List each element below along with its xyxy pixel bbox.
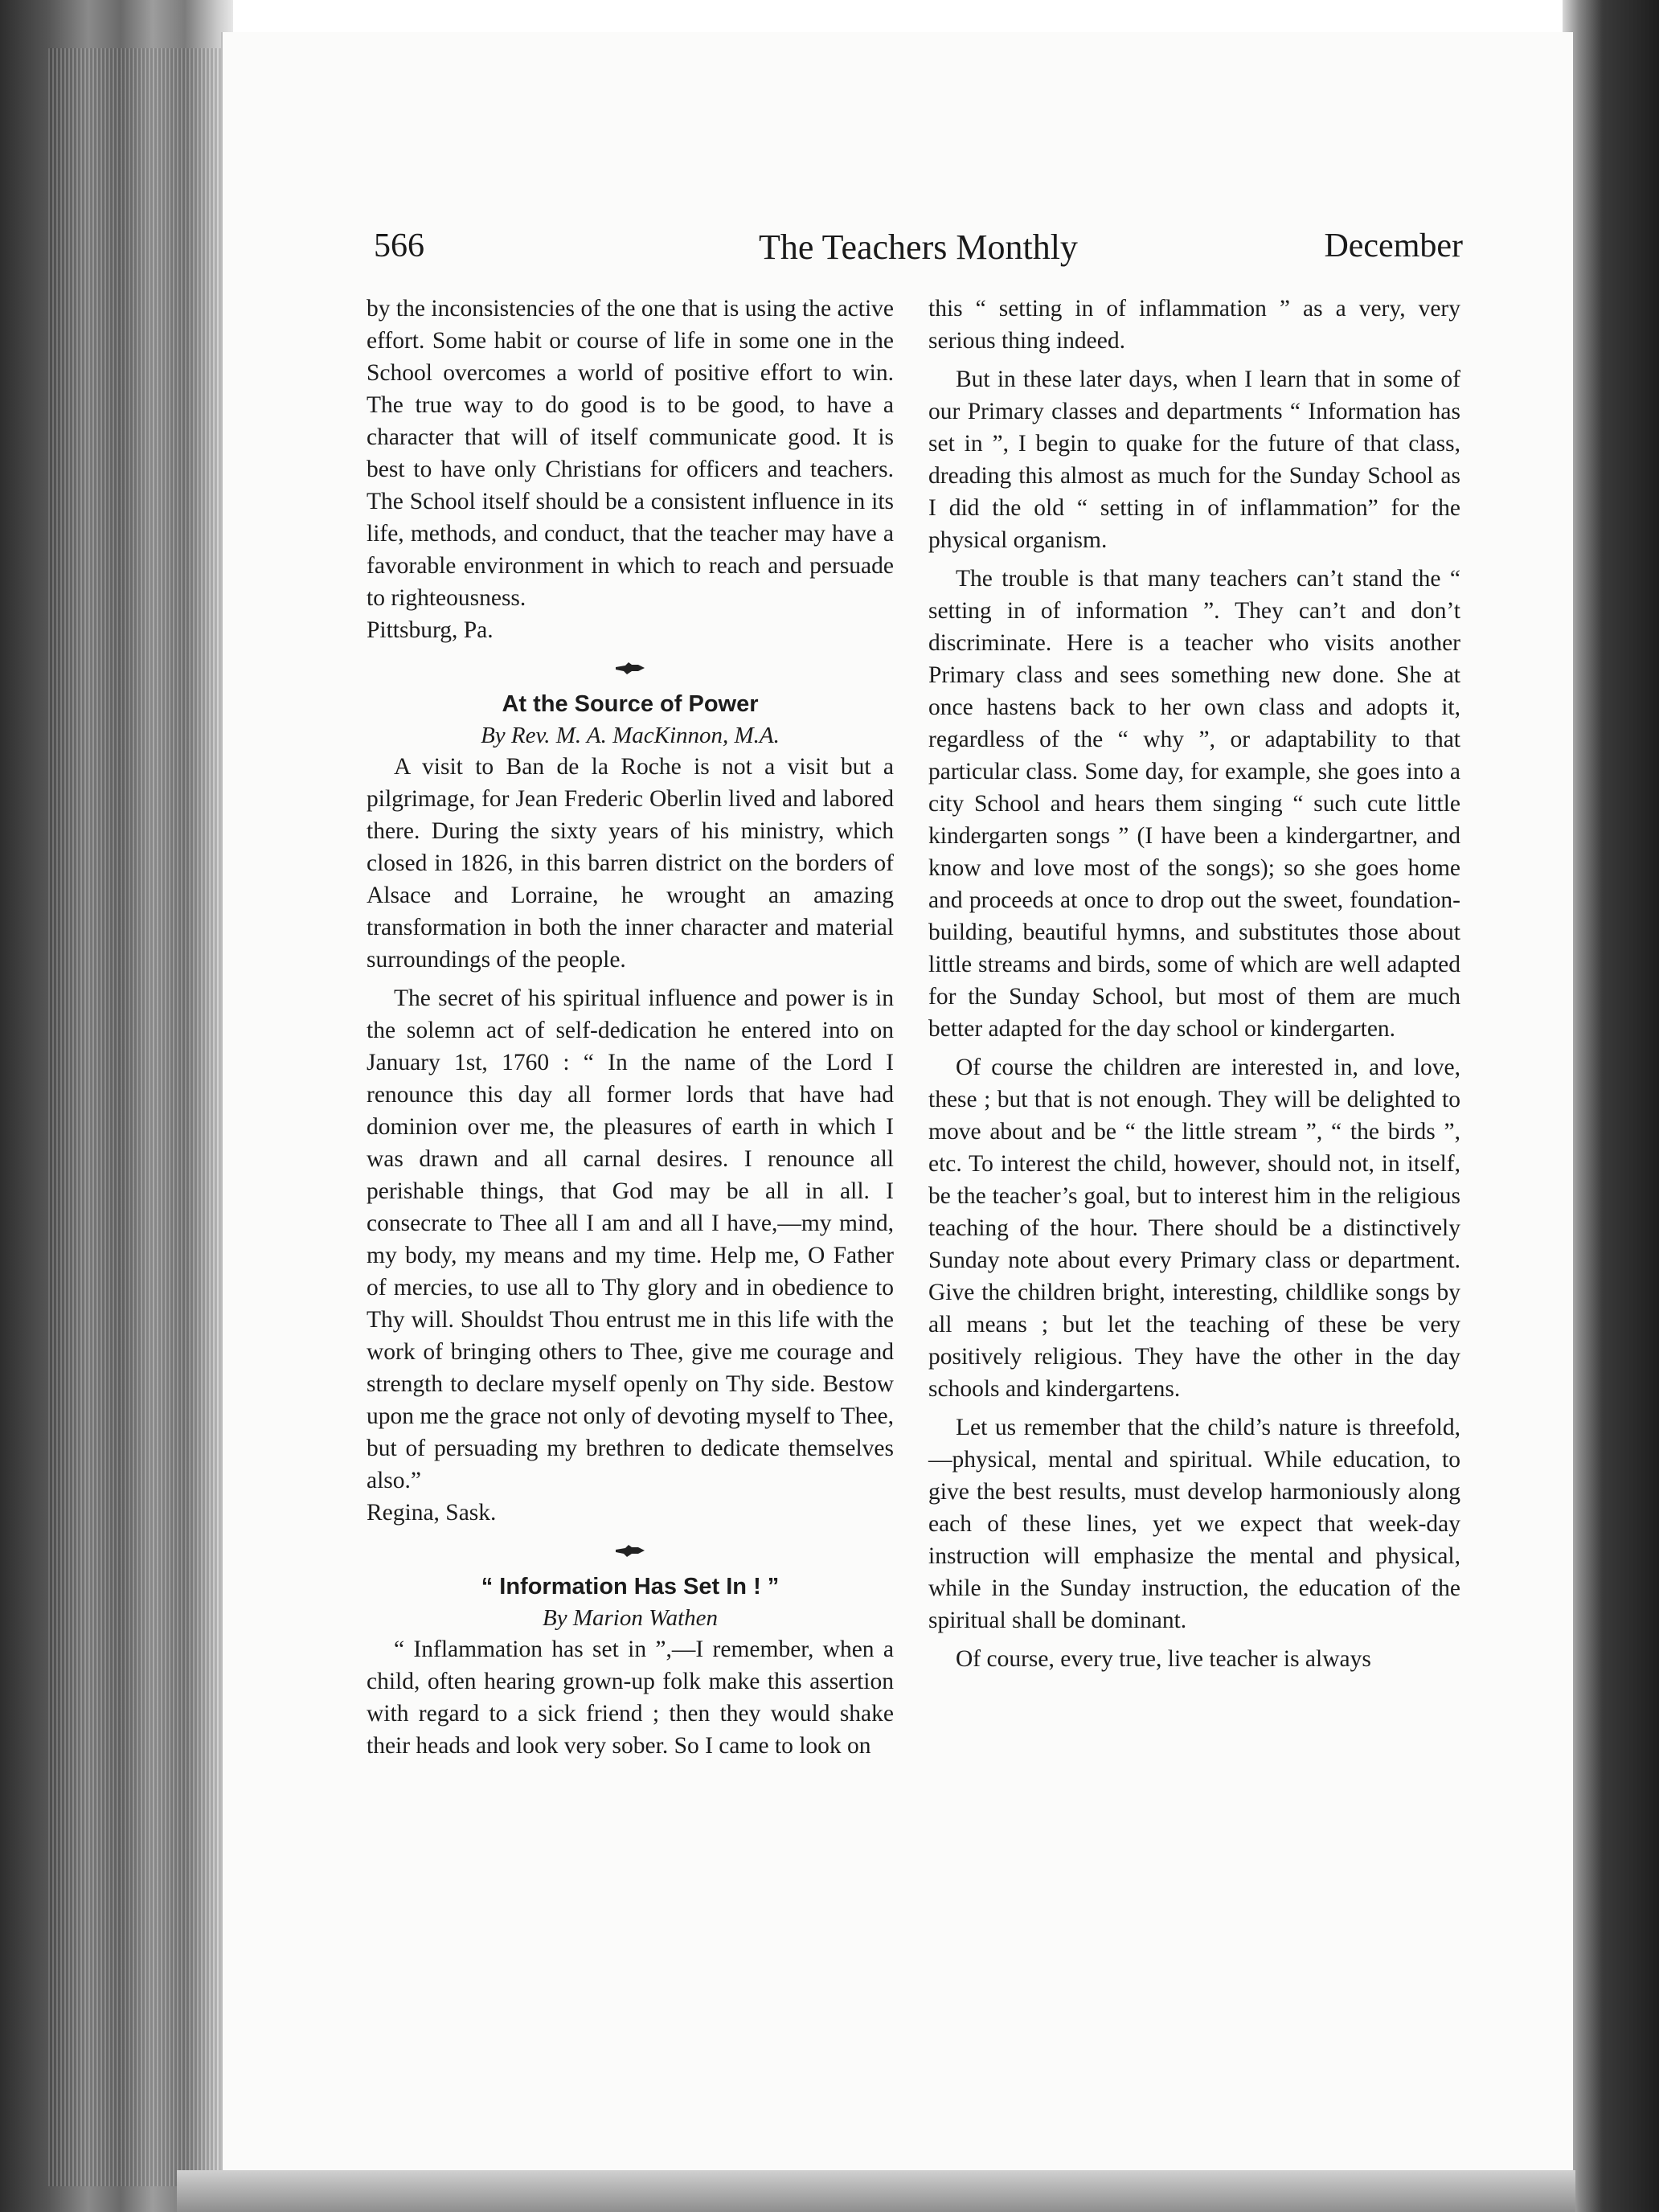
journal-title: The Teachers Monthly — [759, 227, 1078, 267]
article-paragraph: The secret of his spiritual influence and power is in the solemn act of self-dedication he entered into on January 1st, 1760 : “ In the name of the Lord I renounce this day all former lords that have had dominion over me, the pleasures of earth in which I was drawn and all carnal desires. I renounce all perishable things, that God may be all in all. I consecrate to Thee all I am and all I have,—my mind, my body, my means and my time. Help me, O Father of mercies, to use all to Thy glory and in obedience to Thy will. Shouldst Thou entrust me in this life with the work of bringing others to Thee, give me courage and strength to declare myself openly on Thy side. Bestow upon me the grace not only of devoting myself to Thee, but of persuading my brethren to dedicate themselves also.” — [367, 985, 894, 1493]
article-paragraph: this “ setting in of inflammation ” as a very, very serious thing indeed. — [928, 296, 1460, 354]
place-line: Regina, Sask. — [367, 1500, 497, 1526]
issue-month: December — [1324, 227, 1463, 264]
article-paragraph: Of course, every true, live teacher is always — [956, 1646, 1371, 1672]
article-paragraph: “ Inflammation has set in ”,—I remember, when a child, often hearing grown-up folk make this assertion with regard to a sick friend ; then they would shake their heads and look very sober. So I came to look on — [367, 1636, 894, 1759]
article-paragraph: The trouble is that many teachers can’t stand the “ setting in of information ”. They can’t and don’t discriminate. Here is a teacher who visits another Primary class and sees something new done. She at once hastens back to her own class and adopts it, regardless of the “ why ”, or adaptability to that particular class. Some day, for example, she goes into a city School and hears them singing “ such cute little kindergarten songs ” (I have been a kindergartner, and know and love most of the songs); so she goes home and proceeds at once to drop out the sweet, foundation-building, beautiful hymns, and substitutes those about little streams and birds, some of which are well adapted for the Sunday School, but most of them are much better adapted for the day school or kindergarten. — [928, 566, 1460, 1042]
page-number: 566 — [374, 227, 424, 264]
left-column — [367, 293, 894, 1762]
article-title: “ Information Has Set In ! ” — [481, 1574, 780, 1600]
article-paragraph: A visit to Ban de la Roche is not a visit but a pilgrimage, for Jean Frederic Oberlin lived and labored there. During the sixty years of his ministry, which closed in 1826, in this barren district on the borders of Alsace and Lorraine, he wrought an amazing transformation in both the inner character and material surroundings of the people. — [367, 754, 894, 973]
article-byline: By Marion Wathen — [542, 1605, 718, 1631]
hand-pointer-ornament-icon — [367, 1529, 894, 1571]
book-page-edges — [0, 0, 233, 2212]
continuation-paragraph: by the inconsistencies of the one that is using the active effort. Some habit or course of life in some one in the School overcomes a world of positive effort to win. The true way to do good is to be good, to have a character that will of itself communicate good. It is best to have only Christians for officers and teachers. The School itself should be a consistent influence in its life, methods, and conduct, that the teacher may have a favorable environment in which to reach and persuade to righteousness. — [367, 296, 894, 611]
page-stack-lines — [48, 48, 225, 2186]
running-head — [374, 227, 1463, 275]
article-byline: By Rev. M. A. MacKinnon, M.A. — [481, 723, 780, 748]
place-line: Pittsburg, Pa. — [367, 617, 494, 643]
hand-pointer-ornament-icon — [367, 646, 894, 688]
right-column — [928, 293, 1460, 1675]
article-paragraph: Of course the children are interested in, and love, these ; but that is not enough. They will be delighted to move about and be “ the little stream ”, “ the birds ”, etc. To interest the child, however, should not, in itself, be the teacher’s goal, but to interest him in the religious teaching of the hour. There should be a distinctively Sunday note about every Primary class or department. Give the children bright, interesting, childlike songs by all means ; but let the teaching of these be very positively religious. They have the other in the day schools and kindergartens. — [928, 1055, 1460, 1402]
article-paragraph: Let us remember that the child’s nature is threefold,—physical, mental and spiritual. While education, to give the best results, must develop harmoniously along each of these lines, yet we expect that week-day instruction will emphasize the mental and physical, while in the Sunday instruction, the education of the spiritual shall be dominant. — [928, 1415, 1460, 1633]
page-bottom-edge — [177, 2170, 1575, 2212]
article-paragraph: But in these later days, when I learn that in some of our Primary classes and departments “ Information has set in ”, I begin to quake for the future of that class, dreading this almost as much for the Sunday School as I did the old “ setting in of inflammation” for the physical organism. — [928, 367, 1460, 553]
article-title: At the Source of Power — [502, 691, 759, 717]
scan-dark-margin — [1563, 0, 1659, 2212]
